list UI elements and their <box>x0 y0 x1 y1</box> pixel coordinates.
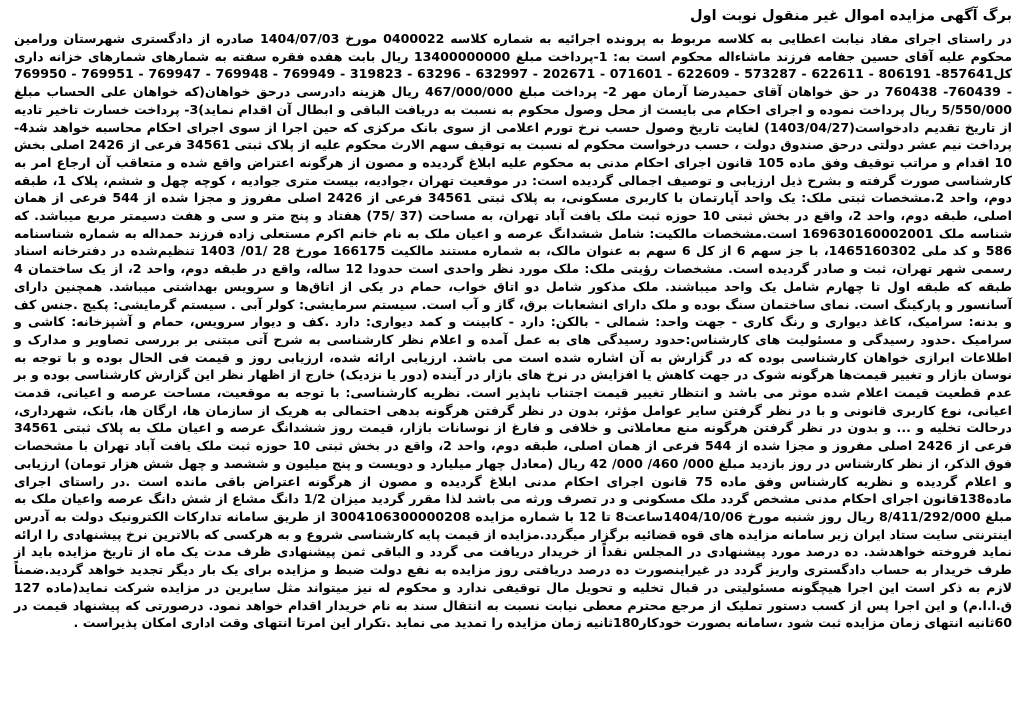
document-title: برگ آگهی مزایده اموال غیر منقول نوبت اول <box>690 8 1012 24</box>
document-body: در راستای اجرای مفاد نیابت اعطایی به کلاسه مربوط به پرونده اجرائیه به شماره کلاسه 0400022 مورخ 1404/07/03 صادره از دادگستری شهرستان ورامین محکوم علیه آقای حسین جفامه فرزند ماشاءاله محکوم است به: 1-پرداخت مبلغ 13400000000 ریال بابت هفده فقره سفته به شمارهای شمارهای خزانه داری کل857641- 806191 - 622611 - 573287 - 622609 - 071601 - 202671 - 632997 - 63296 - 319823 - 769949 - 769948 - 769947 - 769951 - 769950 - 760439- 760438 در حق خواهان آقای حمیدرضا آرمان مهر 2- پرداخت مبلغ 467/000/000 ریال هزینه دادرسی درحق خواهان(که خواهان علی الحساب مبلغ 5/550/000 ریال پرداخت نموده و اجرای احکام می بایست از محل وصول محکوم به نسبت به دریافت الباقی و ابطال آن اقدام نماید)3- پرداخت خسارت تاخیر تادیه از تاریخ تقدیم دادخواست(1403/04/27) لغایت تاریخ وصول حسب نرخ تورم اعلامی از سوی بانک مرکزی که حین اجرا از سوی اجرای احکام محاسبه خواهد شد4-پرداخت نیم عشر دولتی درحق صندوق دولت ، حسب درخواست محکوم له نسبت به توقیف سهم الارث محکوم علیه از پلاک ثبتی 34561 فرعی از 2426 اصلی بخش 10 اقدام و مراتب توقیف وفق ماده 105 قانون اجرای احکام مدنی به محکوم علیه ابلاغ گردیده و مصون از هرگونه اعتراض واقع شده و متعاقب آن ارجاع امر به کارشناسی صورت گرفته و بشرح ذیل ارزیابی و توصیف اجمالی گردیده است: در موقعیت تهران ،جوادیه، بیست متری جوادیه ، کوچه چهل و ششم، پلاک 1، طبقه دوم، واحد 2.مشخصات ثبتی ملک: یک واحد آپارتمان با کاربری مسکونی، به پلاک ثبتی 34561 فرعی از 2426 اصلی مفروز و مجزا شده از 544 فرعی از همان اصلی، طبقه دوم، واحد 2، واقع در بخش ثبتی 10 حوزه ثبت ملک یافت آباد تهران، به مساحت (37 /75) هفتاد و پنج متر و سی و هفت دسیمتر مربع میباشد. که شناسه ملک 169630160002001 است.مشخصات مالکیت: شامل ششدانگ عرصه و اعیان ملک به نام خانم اکرم مستعلی زاده فرزند حمداله به شماره شناسنامه 586 و کد ملی 1465160302، با جز سهم 6 از کل 6 سهم به عنوان مالک، به شماره مستند مالکیت 166175 مورخ 28 /01/ 1403 تنظیم‌شده در دفترخانه اسناد رسمی شهر تهران، ثبت و صادر گردیده است. مشخصات رؤیتی ملک: ملک مورد نظر واحدی است حدودا 12 ساله، واقع در طبقه دوم، واحد 2، از یک ساختمان 4 طبقه که طبقه اول تا چهارم شامل یک واحد میباشند. ملک مذکور شامل دو اتاق خواب، حمام در یکی از اتاق‌ها و سرویس بهداشتی میباشد. همچنین دارای آسانسور و پارکینگ است. نمای ساختمان سنگ بوده و ملک دارای انشعابات برق، گاز و آب است. سیستم سرمایشی: کولر آبی . سیستم گرمایشی: پکیج .جنس کف و بدنه: سرامیک، کاغذ دیواری و رنگ کاری - جهت واحد: شمالی - بالکن: دارد - کابینت و کمد دیواری: دارد .کف و دیوار سرویس، حمام و آشپزخانه: کاشی و سرامیک .حدود رسیدگی و مسئولیت های کارشناس:حدود رسیدگی های به عمل آمده و اعلام نظر کارشناسی به شرح آتی مبتنی بر بررسی تصاویر و مدارک و اطلاعات ابرازی خواهان کارشناسی بوده که در گزارش به آن اشاره شده است می باشد. ارزیابی ارائه شده، ارزیابی روز و قیمت فی الحال بوده و با توجه به نوسان بازار و تغییر قیمت‌ها هرگونه شوک در جهت کاهش یا افزایش در نرخ های بازار در آینده (دور یا نزدیک) خارج از اظهار نظر این گزارش کارشناسی بوده و بر عدم قطعیت قیمت اعلام شده موثر می باشد و انتظار تغییر قیمت اجتناب ناپذیر است. نظریه کارشناسی: با توجه به موقعیت، مساحت عرصه و اعیانی، قدمت اعیانی، نوع کاربری قانونی و با در نظر گرفتن سایر عوامل مؤثر، بدون در نظر گرفتن هرگونه بدهی احتمالی به هریک از سازمان ها، ارگان ها، بانک، شهرداری، درحالت تخلیه و ... و بدون در نظر گرفتن هرگونه منع معاملاتی و خلافی و فارغ از نوسانات بازار، قیمت روز ششدانگ عرصه و اعیان ملک به پلاک ثبتی 34561 فرعی از 2426 اصلی مفروز و مجزا شده از 544 فرعی از همان اصلی، طبقه دوم، واحد 2، واقع در بخش ثبتی 10 حوزه ثبت ملک یافت آباد تهران با مشخصات فوق الذکر، از نظر کارشناس در روز بازدید مبلغ 000/ 460/ 000/ 42 ریال (معادل چهار میلیارد و دویست و پنج میلیون و ششصد و چهل شش هزار تومان) ارزیابی و اعلام گردیده و نظریه کارشناس وفق ماده 75 قانون اجرای احکام مدنی ابلاغ گردیده و مصون از هرگونه اعتراض باقی مانده است .در راستای اجرای ماده138قانون اجرای احکام مدنی مشخص گردد ملک مسکونی و در تصرف ورثه می باشد لذا مقرر گردید میزان 1/2 دانگ مشاع از شش دانگ عرصه واعیان ملک به مبلغ 8/411/292/000 ریال روز شنبه مورخ 1404/10/06ساعت8 تا 12 با شماره مزایده 3004106300000208 از طریق سامانه تدارکات الکترونیک دولت به آدرس اینترنتی سایت ستاد ایران زیر سامانه مزایده های قوه قضائیه برگزار میگردد.مزایده از قیمت پایه کارشناسی شروع و به هرکسی که بالاترین نرخ پیشنهادی را ارائه نماید فروخته خواهدشد. ده درصد مورد پیشنهادی در المجلس نقداً از خریدار دریافت می گردد و الباقی ثمن پیشنهادی ظرف مدت یک ماه از تاریخ مزایده باید از طرف خریدار به حساب دادگستری واریز گردد در غیراینصورت ده درصد دریافتی روز مزایده به نفع دولت ضبط و مزایده برای یک بار دیگر تجدید خواهد گردید.ضمناً لازم به ذکر است این اجرا هیچگونه مسئولیتی در قبال تخلیه و تحویل مال توقیفی ندارد و محکوم له نیز میتواند مثل سایرین در مزایده شرکت نماید(ماده 127 ق.ا.ا.م) و این اجرا پس از کسب دستور تملیک از مرجع محترم معطی نیابت نسبت به انتقال سند به نام خریدار اقدام خواهد نمود. درصورتی که پیشنهاد قیمت در 60ثانیه انتهای زمان مزایده ثبت شود ،سامانه بصورت خودکار180ثانیه زمان مزایده را تمدید می نماید .تکرار این امرتا انتهای وقت اداری امکان پذیراست . <box>14 31 1013 631</box>
